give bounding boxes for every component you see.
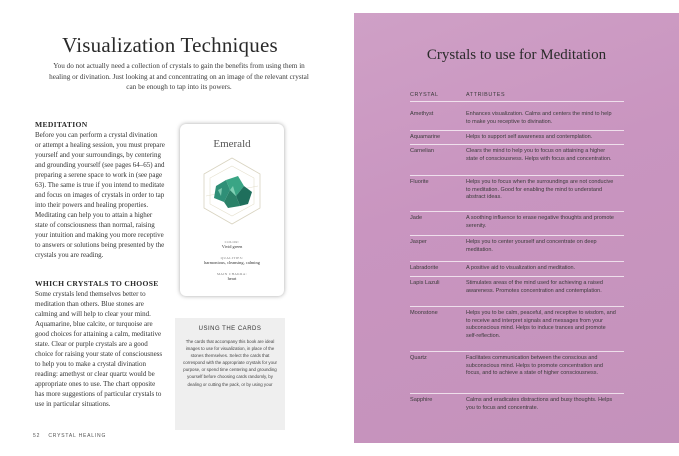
using-cards-box [175,318,285,430]
card-color-value: Vivid green [221,244,243,249]
crystal-attributes: Helps you to center yourself and concentrate on deep meditation. [466,239,597,253]
crystal-attributes: A soothing influence to erase negative thoughts and promote serenity. [466,215,614,229]
crystal-attributes: A positive aid to visualization and meditation. [466,265,576,271]
table-row [410,130,624,145]
table-header [410,89,624,102]
table-row [410,175,624,212]
card-qualities-value: harmonious, cleansing, calming [204,260,260,265]
crystal-name: Carnelian [410,148,434,154]
crystal-attributes: Stimulates areas of the mind used for achieving a raised awareness. Promotes concentration and contemplation. [466,280,603,294]
crystal-name: Lapis Lazuli [410,280,440,286]
table-row [410,393,624,425]
emerald-card [180,124,284,296]
crystal-name: Moonstone [410,310,438,316]
crystal-name: Aquamarine [410,134,441,140]
running-head: CRYSTAL HEALING [48,433,107,439]
meditation-text: Before you can perform a crystal divination or attempt a healing session, you must prepare yourself and your surroundings, by centering and grounding yourself (see pages 64–65) and preparing a serene space to work in (see page 63). The same is true if you intend to meditate and focus on images of crystals in order to tap into their powers and healing properties. Meditating can help you to attain a higher state of consciousness than normal, raising your intuition and making you more receptive to answers or solutions being presented by the crystals you are reading. [35,131,165,259]
intro-paragraph: You do not actually need a collection of crystals to gain the benefits from using them in healing or divination. Just looking at and concentrating on an image of the relevant crystal can be enough to tap into its powers. [49,62,309,92]
crystal-name: Quartz [410,355,427,361]
crystal-attributes: Helps you to be calm, peaceful, and receptive to wisdom, and to receive and interpret signals and messages from your subconscious mind. Helps to induce trances and promote self-reflection. [466,310,616,339]
crystal-name: Fluorite [410,179,429,185]
crystal-attributes: Facilitates communication between the conscious and subconscious mind. Helps to promote concentration and focus, and to achieve a state of higher consciousness. [466,355,603,377]
crystal-name: Jasper [410,239,427,245]
meditation-heading: MEDITATION [35,120,88,129]
card-qualities-label: QUALITIES: [220,256,244,260]
crystal-name: Amethyst [410,111,434,117]
crystal-attributes: Helps to support self awareness and contemplation. [466,134,593,140]
table-row [410,235,624,262]
table-row [410,306,624,352]
table-row [410,351,624,394]
card-title: Emerald [213,138,251,150]
folio [33,433,106,439]
using-cards-heading: USING THE CARDS [198,326,262,332]
page-number: 52 [33,433,41,439]
choose-heading: WHICH CRYSTALS TO CHOOSE [35,279,159,288]
right-page-panel [354,13,679,443]
table-title: Crystals to use for Meditation [426,47,607,63]
table-row [410,276,624,307]
table-row [410,144,624,176]
page-title: Visualization Techniques [62,33,278,57]
table-row [410,211,624,236]
using-cards-text: The cards that accompany this book are ideal images to use for visualization, in place of the stones themselves. Select the cards that correspond with the appropriate crystals for your purpose, or spend time centering and grounding yourself before choosing cards randomly, by dealing or cutting the pack, or by using your [183,339,277,387]
crystal-name: Labradorite [410,265,439,271]
crystal-column-header: CRYSTAL [410,92,439,98]
crystal-name: Jade [410,215,423,221]
crystal-attributes: Calms and eradicates distractions and busy thoughts. Helps you to focus and concentrate. [466,397,613,411]
crystal-attributes: Clears the mind to help you to focus on attaining a higher state of consciousness. Helps with focus and concentration. [466,148,612,162]
table-row [410,261,624,277]
emerald-crystal-illustration [200,156,264,228]
crystal-attributes: Helps you to focus when the surroundings are not conducive to meditation. Good for enabling the mind to understand abstract ideas. [466,179,614,201]
crystal-attributes: Enhances visualization. Calms and centers the mind to help to make you receptive to divination. [466,111,612,125]
crystal-name: Sapphire [410,397,433,403]
card-chakra-value: heart [227,276,237,281]
table-row [410,107,624,131]
choose-text: Some crystals lend themselves better to meditation than others. Blue stones are calming and will help to clear your mind. Aquamarine, blue calcite, or turquoise are good choices for attaining a calm, meditative state. Clear or purple crystals are a good choice for raising your state of consciousness to help you to make a crystal divination reading: amethyst or clear quartz would be appropriate ones to use. The chart opposite has more suggestions of particular crystals to use in particular situations. [35,290,163,408]
card-chakra-label: MAIN CHAKRA: [217,272,247,276]
attributes-column-header: ATTRIBUTES [466,92,506,98]
card-color-label: COLOR: [224,240,240,244]
